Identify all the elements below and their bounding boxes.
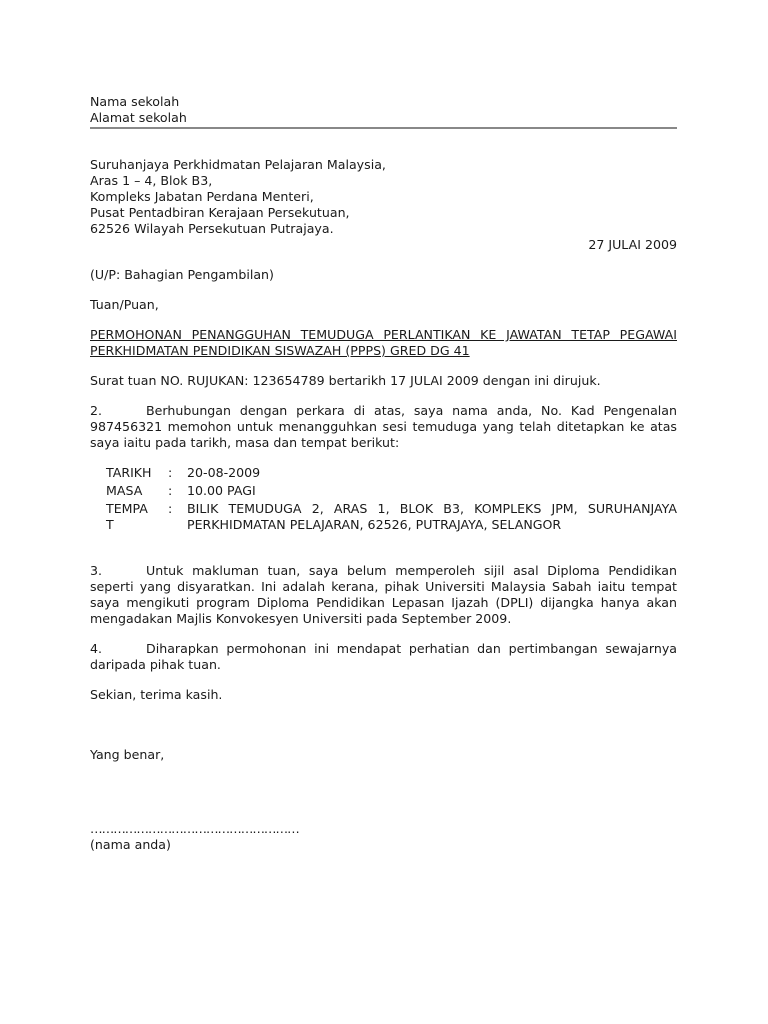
detail-value-line: BILIK TEMUDUGA 2, ARAS 1, BLOK B3, KOMPLEKS JPM, SURUHANJAYA: [187, 501, 677, 516]
school-address: Alamat sekolah: [90, 110, 187, 125]
detail-colon: :: [168, 483, 173, 498]
salutation: Tuan/Puan,: [90, 297, 159, 312]
detail-label: TARIKH: [106, 465, 152, 480]
letter-page: [90, 94, 677, 853]
subject-heading: [90, 327, 677, 359]
paragraph-4-number: 4.: [90, 641, 103, 656]
detail-label-part: TEMPA: [106, 501, 148, 516]
subject-line-1: PERMOHONAN PENANGGUHAN TEMUDUGA PERLANTIKAN KE JAWATAN TETAP PEGAWAI: [90, 327, 677, 342]
school-name: Nama sekolah: [90, 94, 180, 109]
paragraph-3: [90, 563, 677, 627]
detail-colon: :: [168, 501, 173, 516]
detail-value-line: PERKHIDMATAN PELAJARAN, 62526, PUTRAJAYA, SELANGOR: [187, 517, 562, 532]
sender-block: [90, 94, 677, 129]
paragraph-3-number: 3.: [90, 563, 103, 578]
signature-line: ………………………………………………: [90, 821, 299, 836]
signature-name: (nama anda): [90, 837, 171, 852]
detail-row-masa: [106, 481, 677, 499]
sign-off: Yang benar,: [90, 747, 165, 762]
detail-value: [187, 499, 677, 533]
recipient-line: Suruhanjaya Perkhidmatan Pelajaran Malaysia,: [90, 157, 386, 172]
detail-label: [106, 499, 168, 533]
recipient-line: Aras 1 – 4, Blok B3,: [90, 173, 213, 188]
recipient-line: 62526 Wilayah Persekutuan Putrajaya.: [90, 221, 334, 236]
paragraph-4-text: Diharapkan permohonan ini mendapat perhatian dan pertimbangan sewajarnya daripada pihak tuan.: [90, 641, 677, 672]
paragraph-2-text: Berhubungan dengan perkara di atas, saya nama anda, No. Kad Pengenalan 987456321 memohon untuk menangguhkan sesi temuduga yang telah ditetapkan ke atas saya iaitu pada tarikh, masa dan tempat berikut:: [90, 403, 677, 450]
letter-date: 27 JULAI 2009: [588, 237, 677, 252]
detail-value: 20-08-2009: [187, 465, 261, 480]
subject-line-2: PERKHIDMATAN PENDIDIKAN SISWAZAH (PPPS) GRED DG 41: [90, 343, 470, 358]
detail-row-tempat: [106, 499, 677, 533]
recipient-block: [90, 157, 677, 237]
recipient-line: Kompleks Jabatan Perdana Menteri,: [90, 189, 314, 204]
detail-row-tarikh: [106, 465, 677, 481]
detail-colon: :: [168, 465, 173, 480]
detail-label: MASA: [106, 483, 143, 498]
appointment-details: [106, 465, 677, 533]
reference-paragraph: Surat tuan NO. RUJUKAN: 123654789 bertarikh 17 JULAI 2009 dengan ini dirujuk.: [90, 373, 601, 388]
attention-line: (U/P: Bahagian Pengambilan): [90, 267, 274, 282]
paragraph-4: [90, 641, 677, 673]
recipient-line: Pusat Pentadbiran Kerajaan Persekutuan,: [90, 205, 350, 220]
paragraph-2-number: 2.: [90, 403, 103, 418]
closing-line: Sekian, terima kasih.: [90, 687, 223, 702]
detail-label-part: T: [106, 517, 114, 532]
header-divider: [90, 127, 677, 129]
paragraph-3-text: Untuk makluman tuan, saya belum memperoleh sijil asal Diploma Pendidikan seperti yang disyaratkan. Ini adalah kerana, pihak Universiti Malaysia Sabah iaitu tempat saya mengikuti program Diploma Pendidikan Lepasan Ijazah (DPLI) dijangka hanya akan mengadakan Majlis Konvokesyen Universiti pada September 2009.: [90, 563, 677, 626]
paragraph-2: [90, 403, 677, 451]
detail-value: 10.00 PAGI: [187, 483, 256, 498]
